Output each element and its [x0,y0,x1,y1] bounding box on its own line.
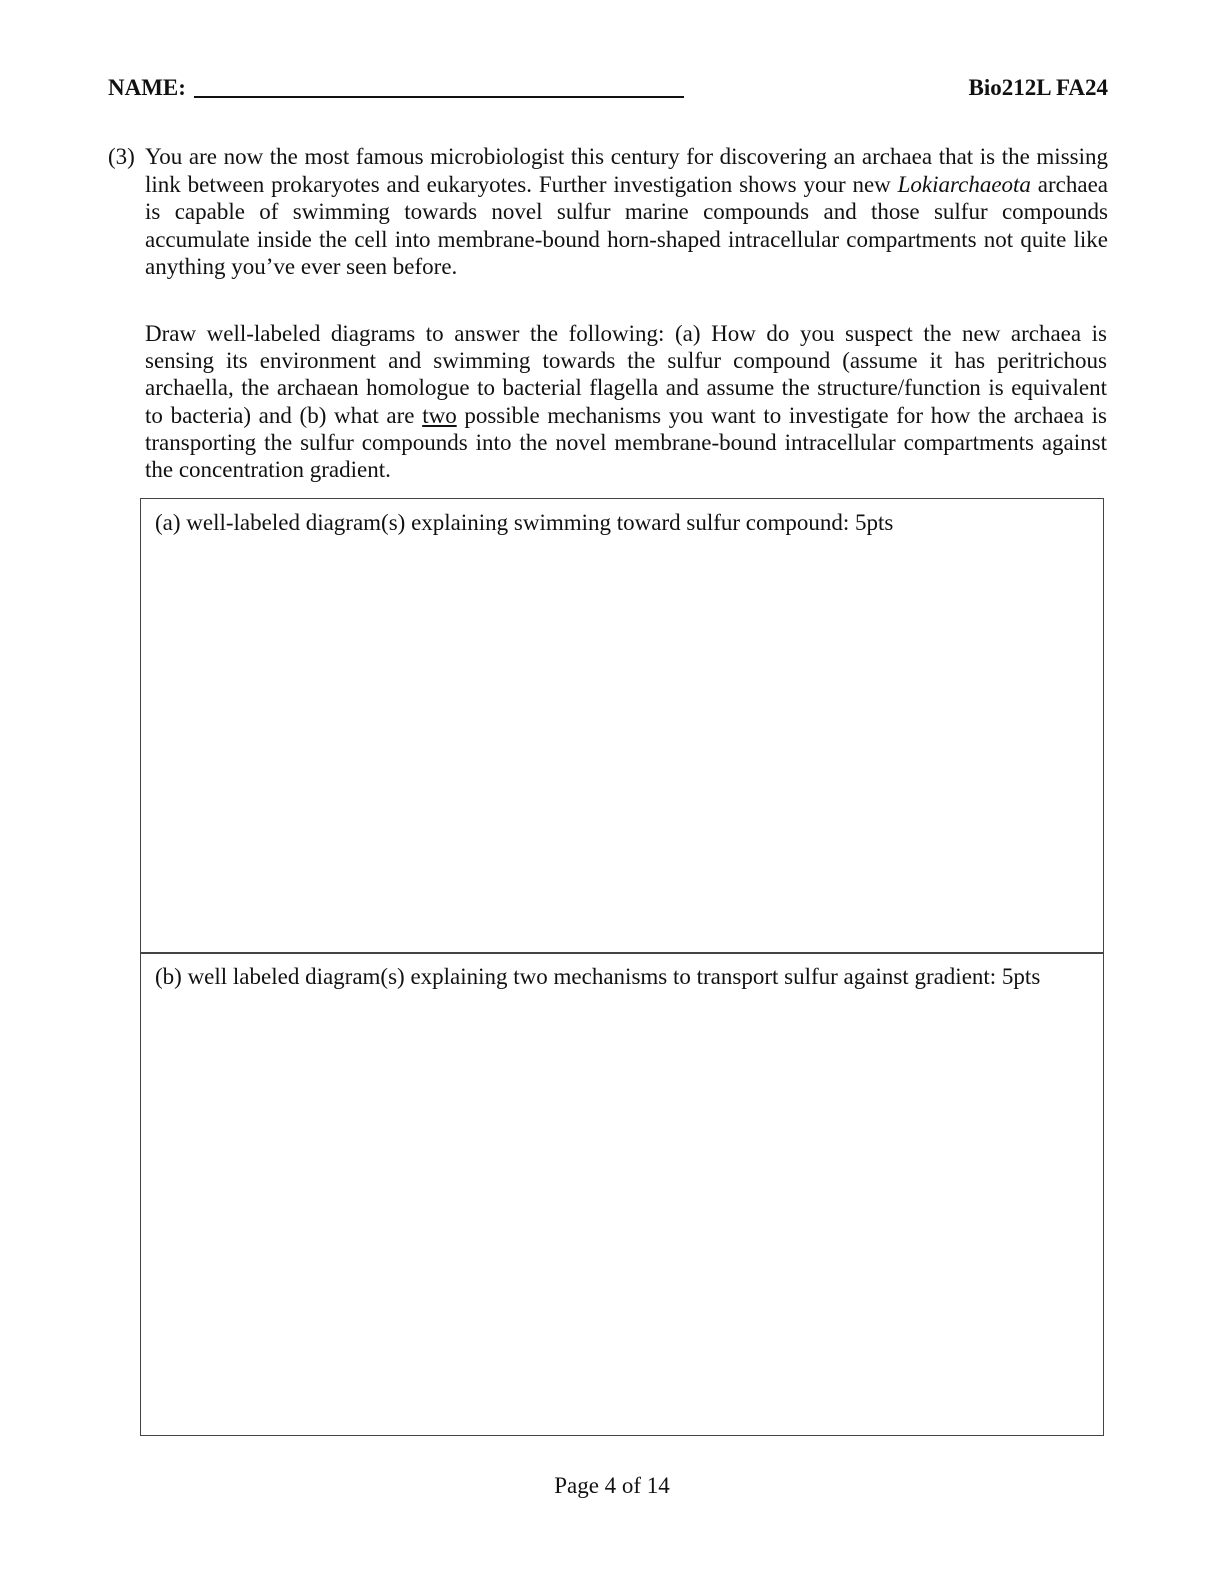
instructions-paragraph [145,320,1107,483]
instructions-part1: Draw well-labeled diagrams to answer the following: (a) How do you suspect the new archaea is sensing its environment and swimming towards the sulfur compound (assume it has peritrichous archaella, the archaean homologue to bacterial flagella and assume the structure/function is equivalent to bacteria) and (b) what are [145,321,1107,428]
instructions-part2: possible mechanisms you want to investigate for how the archaea is transporting the sulfur compounds into the novel membrane-bound intracellular compartments against the concentration gradient. [145,402,1107,483]
answer-box-a[interactable] [140,498,1104,954]
page-number: Page 4 of 14 [554,1473,670,1498]
question-text-part1: You are now the most famous microbiologist this century for discovering an archaea that is the missing link between prokaryotes and eukaryotes. Further investigation shows your new [145,144,1108,197]
question-number: (3) [108,144,135,169]
answer-box-b[interactable] [140,952,1104,1436]
page-header [108,72,1108,104]
answer-box-b-label: (b) well labeled diagram(s) explaining two mechanisms to transport sulfur against gradient: 5pts [155,964,1041,989]
question-3 [108,143,1108,281]
course-code: Bio212L FA24 [968,75,1108,100]
question-text [145,143,1108,281]
name-field-line[interactable] [194,96,684,98]
question-text-italic: Lokiarchaeota [897,171,1031,197]
question-text-part2: archaea is capable of swimming towards novel sulfur marine compounds and those sulfur compounds accumulate inside the cell into membrane-bound horn-shaped intracellular compartments not quite like anything you’ve ever seen before. [145,171,1108,279]
answer-box-a-label: (a) well-labeled diagram(s) explaining swimming toward sulfur compound: 5pts [155,510,894,535]
name-label: NAME: [108,75,186,100]
instructions-underlined: two [422,402,457,428]
